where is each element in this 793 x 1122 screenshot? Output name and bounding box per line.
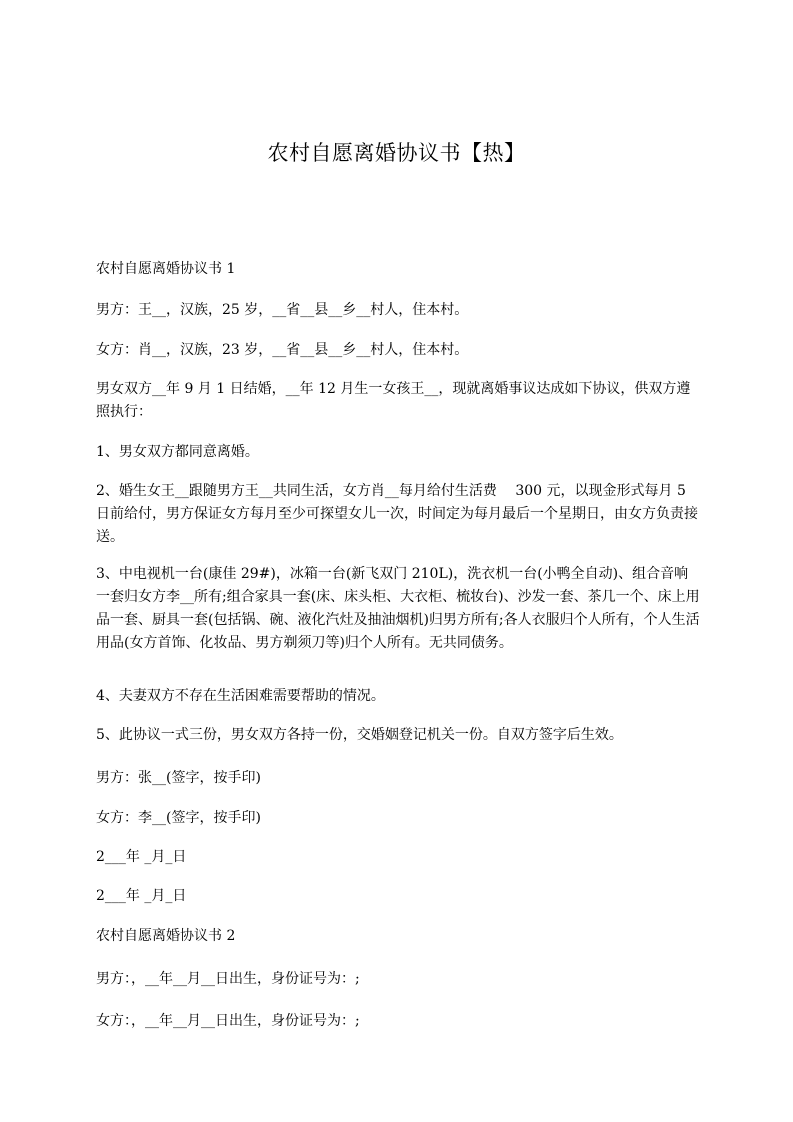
paragraph-clause-4: 4、夫妻双方不存在生活困难需要帮助的情况。 [96,688,385,704]
paragraph-clause-3: 3、中电视机一台(康佳 29#)，冰箱一台(新飞双门 210L)，洗衣机一台(小鸭全自动)、组合音响一套归女方李__所有;组合家具一套(床、床头柜、大衣柜、梳妆台)、沙发一套、茶几一个、床上用品一套、厨具一套(包括锅、碗、液化汽灶及抽油烟机)归男方所有;各人衣服归个人所有，个人生活用品(女方首饰、化妆品、男方剃须刀等)归个人所有。无共同债务。 [96,566,700,651]
section-heading-2: 农村自愿离婚协议书 2 [96,928,236,944]
signature-husband: 男方：张__(签字，按手印) [96,770,261,786]
date-line-1: 2___年 _月_日 [96,849,187,865]
section-heading-1: 农村自愿离婚协议书 1 [96,261,236,277]
paragraph-marriage-intro: 男女双方__年 9 月 1 日结婚，__年 12 月生一女孩王__，现就离婚事议达成如下协议，供双方遵照执行： [96,381,691,420]
paragraph-wife-birth: 女方：，__年__月__日出生，身份证号为：; [96,1013,360,1029]
date-line-2: 2___年 _月_日 [96,888,187,904]
paragraph-clause-5: 5、此协议一式三份，男女双方各持一份，交婚姻登记机关一份。自双方签字后生效。 [96,727,623,743]
paragraph-wife-info: 女方：肖__，汉族，23 岁，__省__县__乡__村人，住本村。 [96,342,469,358]
paragraph-husband-info: 男方：王__，汉族，25 岁，__省__县__乡__村人，住本村。 [96,302,469,318]
paragraph-clause-2: 2、婚生女王__跟随男方王__共同生活，女方肖__每月给付生活费 300 元，以现金形式每月 5 日前给付，男方保证女方每月至少可探望女儿一次，时间定为每月最后一个星期日，由女方负责接送。 [96,483,698,545]
paragraph-husband-birth: 男方：，__年__月__日出生，身份证号为：; [96,971,360,987]
document-title: 农村自愿离婚协议书【热】 [267,141,526,165]
signature-wife: 女方：李__(签字，按手印) [96,810,261,826]
paragraph-clause-1: 1、男女双方都同意离婚。 [96,444,259,460]
